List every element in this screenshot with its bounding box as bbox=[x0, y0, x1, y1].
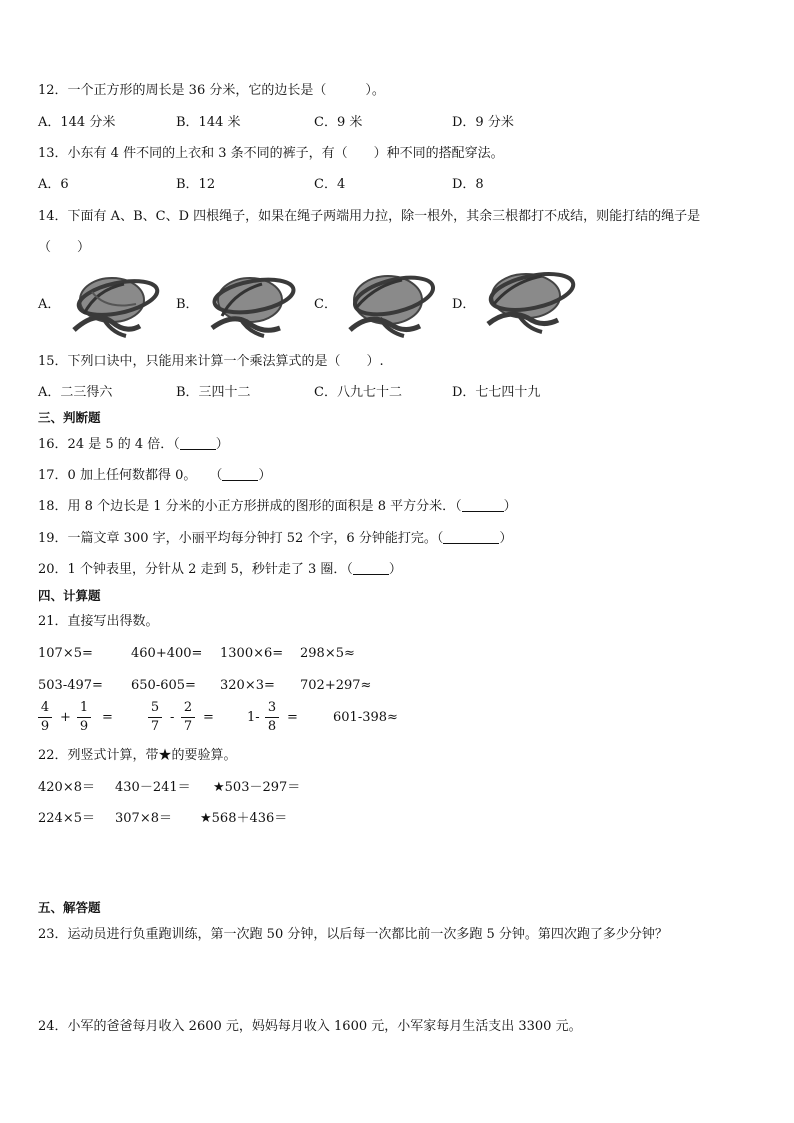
q14-option-d: D． bbox=[452, 297, 476, 312]
answer-blank[interactable] bbox=[180, 437, 216, 450]
q12-option-c: C．9 米 bbox=[314, 115, 363, 130]
rope-b-image[interactable] bbox=[202, 270, 298, 338]
plus-sign: + bbox=[60, 710, 71, 725]
equals-sign: = bbox=[287, 710, 298, 725]
calc-item: 320×3= bbox=[220, 678, 275, 693]
answer-blank[interactable] bbox=[353, 562, 389, 575]
q13-option-b: B．12 bbox=[176, 177, 216, 192]
q15-option-b: B．三四十二 bbox=[176, 385, 251, 400]
q13-option-d: D．8 bbox=[452, 177, 484, 192]
calc-item: 460+400= bbox=[131, 646, 203, 661]
question-13-stem: 13．小东有 4 件不同的上衣和 3 条不同的裤子，有（ ）种不同的搭配穿法。 bbox=[38, 146, 504, 161]
q15-option-c: C．八九七十二 bbox=[314, 385, 402, 400]
calc-item: 1300×6= bbox=[220, 646, 284, 661]
question-19: 19．一篇文章 300 字，小丽平均每分钟打 52 个字，6 分钟能打完。（ ） bbox=[38, 531, 513, 546]
question-24: 24．小军的爸爸每月收入 2600 元，妈妈每月收入 1600 元，小军家每月生活支出 3300 元。 bbox=[38, 1019, 582, 1034]
q13-option-a: A．6 bbox=[38, 177, 69, 192]
calc-item: 503-497= bbox=[38, 678, 103, 693]
calc-item: 298×5≈ bbox=[300, 646, 355, 661]
q15-option-a: A．二三得六 bbox=[38, 385, 113, 400]
calc-item: ★503－297＝ bbox=[213, 780, 301, 795]
rope-a-image[interactable] bbox=[66, 270, 162, 338]
minus-sign: - bbox=[170, 710, 175, 725]
question-12-stem: 12．一个正方形的周长是 36 分米，它的边长是（ ）。 bbox=[38, 83, 385, 98]
calc-item: 307×8＝ bbox=[115, 811, 172, 826]
calc-item: 107×5= bbox=[38, 646, 93, 661]
rope-d-image[interactable] bbox=[476, 266, 576, 336]
question-18: 18．用 8 个边长是 1 分米的小正方形拼成的图形的面积是 8 平方分米．（ ） bbox=[38, 499, 517, 514]
question-14-stem: 14．下面有 A、B、C、D 四根绳子，如果在绳子两端用力拉，除一根外，其余三根都打不成结，则能打结的绳子是 bbox=[38, 209, 701, 224]
question-22-stem: 22．列竖式计算，带★的要验算。 bbox=[38, 748, 237, 763]
equals-sign: = bbox=[203, 710, 214, 725]
equals-sign: = bbox=[102, 710, 113, 725]
calc-item: ★568＋436＝ bbox=[200, 811, 288, 826]
q14-option-b: B． bbox=[176, 297, 199, 312]
fraction-5-7: 5 7 bbox=[148, 700, 162, 735]
calc-item: 430－241＝ bbox=[115, 780, 191, 795]
q12-option-d: D．9 分米 bbox=[452, 115, 514, 130]
q12-option-a: A．144 分米 bbox=[38, 115, 116, 130]
answer-blank[interactable] bbox=[443, 531, 499, 544]
one-minus: 1- bbox=[247, 710, 260, 725]
calc-item: 650-605= bbox=[131, 678, 196, 693]
question-20: 20．1 个钟表里，分针从 2 走到 5，秒针走了 3 圈．（ ） bbox=[38, 562, 402, 577]
fraction-4-9: 4 9 bbox=[38, 700, 52, 735]
fraction-1-9: 1 9 bbox=[77, 700, 91, 735]
calc-item: 601-398≈ bbox=[333, 710, 398, 725]
q15-option-d: D．七七四十九 bbox=[452, 385, 541, 400]
q14-option-c: C． bbox=[314, 297, 337, 312]
question-16: 16．24 是 5 的 4 倍．（ ） bbox=[38, 437, 229, 452]
q13-option-c: C．4 bbox=[314, 177, 346, 192]
question-15-stem: 15．下列口诀中，只能用来计算一个乘法算式的是（ ）. bbox=[38, 354, 384, 369]
question-14-answer-paren: （ ） bbox=[38, 240, 91, 255]
section-5-heading: 五、解答题 bbox=[38, 900, 101, 915]
section-4-heading: 四、计算题 bbox=[38, 588, 101, 603]
answer-blank[interactable] bbox=[462, 499, 504, 512]
fraction-2-7: 2 7 bbox=[181, 700, 195, 735]
question-17: 17．0 加上任何数都得 0。 （ ） bbox=[38, 468, 272, 483]
question-21-stem: 21．直接写出得数。 bbox=[38, 614, 159, 629]
q12-option-b: B．144 米 bbox=[176, 115, 241, 130]
section-3-heading: 三、判断题 bbox=[38, 410, 101, 425]
q14-option-a: A． bbox=[38, 297, 61, 312]
rope-c-image[interactable] bbox=[340, 268, 436, 338]
question-23: 23．运动员进行负重跑训练，第一次跑 50 分钟，以后每一次都比前一次多跑 5 分钟。第四次跑了多少分钟？ bbox=[38, 927, 668, 942]
fraction-3-8: 3 8 bbox=[265, 700, 279, 735]
calc-item: 420×8＝ bbox=[38, 780, 95, 795]
answer-blank[interactable] bbox=[222, 468, 258, 481]
calc-item: 702+297≈ bbox=[300, 678, 372, 693]
calc-item: 224×5＝ bbox=[38, 811, 95, 826]
